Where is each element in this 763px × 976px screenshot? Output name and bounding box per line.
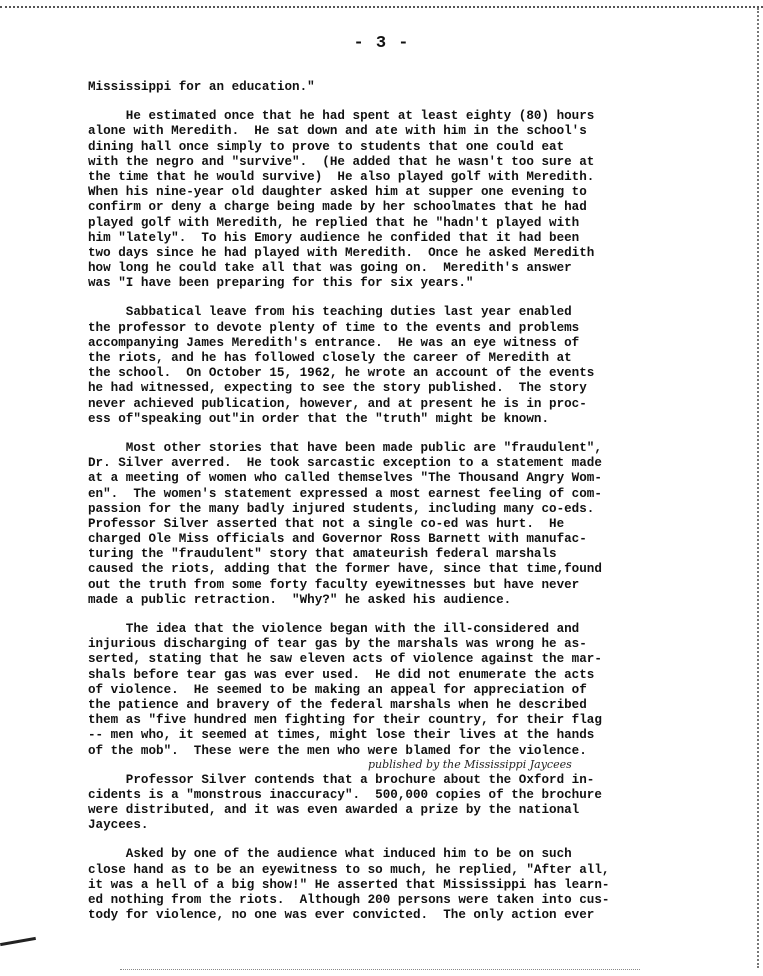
- text-line: en". The women's statement expressed a most earnest feeling of com-: [88, 486, 602, 501]
- page-number: - 3 -: [353, 34, 410, 53]
- text-line: played golf with Meredith, he replied that he "hadn't played with: [88, 215, 580, 230]
- text-line: was "I have been preparing for this for six years.": [88, 276, 474, 291]
- text-line: Professor Silver asserted that not a single co-ed was hurt. He: [88, 516, 565, 531]
- text-line: with the negro and "survive". (He added that he wasn't too sure at: [88, 154, 595, 169]
- text-line: ed nothing from the riots. Although 200 persons were taken into cus-: [88, 893, 610, 907]
- text-line: cidents is a "monstrous inaccuracy". 500,000 copies of the brochure: [88, 787, 602, 802]
- text-line: the riots, and he has followed closely the career of Meredith at: [88, 351, 572, 365]
- text-line: turing the "fraudulent" story that amateurish federal marshals: [88, 547, 557, 562]
- text-line: close hand as to be an eyewitness to so much, he replied, "After all,: [88, 862, 610, 877]
- text-line: the school. On October 15, 1962, he wrote an account of the events: [88, 366, 595, 381]
- text-line: Most other stories that have been made public are "fraudulent",: [88, 440, 602, 455]
- body-text: [88, 80, 713, 937]
- text-line: alone with Meredith. He sat down and ate with him in the school's: [88, 124, 587, 139]
- text-line: of violence. He seemed to be making an appeal for appreciation of: [88, 682, 587, 697]
- text-line: The idea that the violence began with the ill-considered and: [88, 622, 580, 636]
- text-line: made a public retraction. "Why?" he asked his audience.: [88, 592, 512, 607]
- paragraph: [88, 80, 713, 95]
- text-line: them as "five hundred men fighting for their country, for their flag: [88, 713, 602, 728]
- text-line: When his nine-year old daughter asked him at supper one evening to: [88, 185, 587, 200]
- text-line: serted, stating that he saw eleven acts of violence against the mar-: [88, 652, 602, 667]
- text-line: dining hall once simply to prove to students that one could eat: [88, 139, 565, 154]
- text-line: charged Ole Miss officials and Governor Ross Barnett with manufac-: [88, 532, 587, 547]
- paragraph: [88, 441, 713, 608]
- text-line: injurious discharging of tear gas by the marshals was wrong he as-: [88, 637, 587, 652]
- text-line: were distributed, and it was even awarded a prize by the national: [88, 803, 580, 818]
- text-line: Dr. Silver averred. He took sarcastic exception to a statement made: [88, 456, 602, 471]
- text-line: Jaycees.: [88, 818, 149, 833]
- text-line: -- men who, it seemed at times, might lose their lives at the hands: [88, 728, 595, 743]
- text-line: at a meeting of women who called themselves "The Thousand Angry Wom-: [88, 471, 602, 486]
- text-line: ess of"speaking out"in order that the "truth" might be known.: [88, 411, 550, 426]
- text-line: how long he could take all that was going on. Meredith's answer: [88, 261, 572, 276]
- paragraph: [88, 773, 713, 834]
- text-line: two days since he had played with Meredith. Once he asked Meredith: [88, 245, 595, 260]
- text-line: accompanying James Meredith's entrance. He was an eye witness of: [88, 335, 580, 350]
- text-line: Professor Silver contends that a brochure about the Oxford in-: [88, 772, 595, 787]
- paragraph: [88, 847, 713, 923]
- top-edge-rule: [0, 6, 763, 8]
- text-line: confirm or deny a charge being made by her schoolmates that he had: [88, 200, 587, 215]
- text-line: the professor to devote plenty of time to the events and problems: [88, 320, 580, 335]
- right-edge-rule: [757, 8, 759, 968]
- text-line: tody for violence, no one was ever convicted. The only action ever: [88, 908, 595, 923]
- text-line: never achieved publication, however, and at present he is in proc-: [88, 396, 587, 411]
- paragraph: [88, 109, 713, 291]
- text-line: He estimated once that he had spent at least eighty (80) hours: [88, 109, 595, 124]
- bottom-edge-rule: [120, 969, 640, 970]
- margin-pen-stroke: [0, 937, 36, 946]
- text-line: it was a hell of a big show!" He asserted that Mississippi has learn-: [88, 877, 610, 892]
- text-line: Sabbatical leave from his teaching duties last year enabled: [88, 305, 572, 320]
- text-line: him "lately". To his Emory audience he confided that it had been: [88, 230, 580, 245]
- text-line: Asked by one of the audience what induced him to be on such: [88, 847, 572, 862]
- paragraph: [88, 622, 713, 759]
- text-line: out the truth from some forty faculty eyewitnesses but have never: [88, 577, 580, 592]
- text-line: of the mob". These were the men who were blamed for the violence.: [88, 743, 587, 758]
- text-line: caused the riots, adding that the former have, since that time,found: [88, 562, 602, 577]
- text-line: the patience and bravery of the federal marshals when he described: [88, 697, 587, 712]
- text-line: shals before tear gas was ever used. He did not enumerate the acts: [88, 667, 595, 682]
- text-line: passion for the many badly injured students, including many co-eds.: [88, 501, 595, 516]
- text-line: he had witnessed, expecting to see the story published. The story: [88, 381, 587, 396]
- text-line: the time that he would survive) He also played golf with Meredith.: [88, 169, 595, 184]
- handwritten-annotation: published by the Mississippi Jaycees: [368, 758, 572, 771]
- text-line: Mississippi for an education.": [88, 80, 315, 94]
- paragraph: [88, 305, 713, 427]
